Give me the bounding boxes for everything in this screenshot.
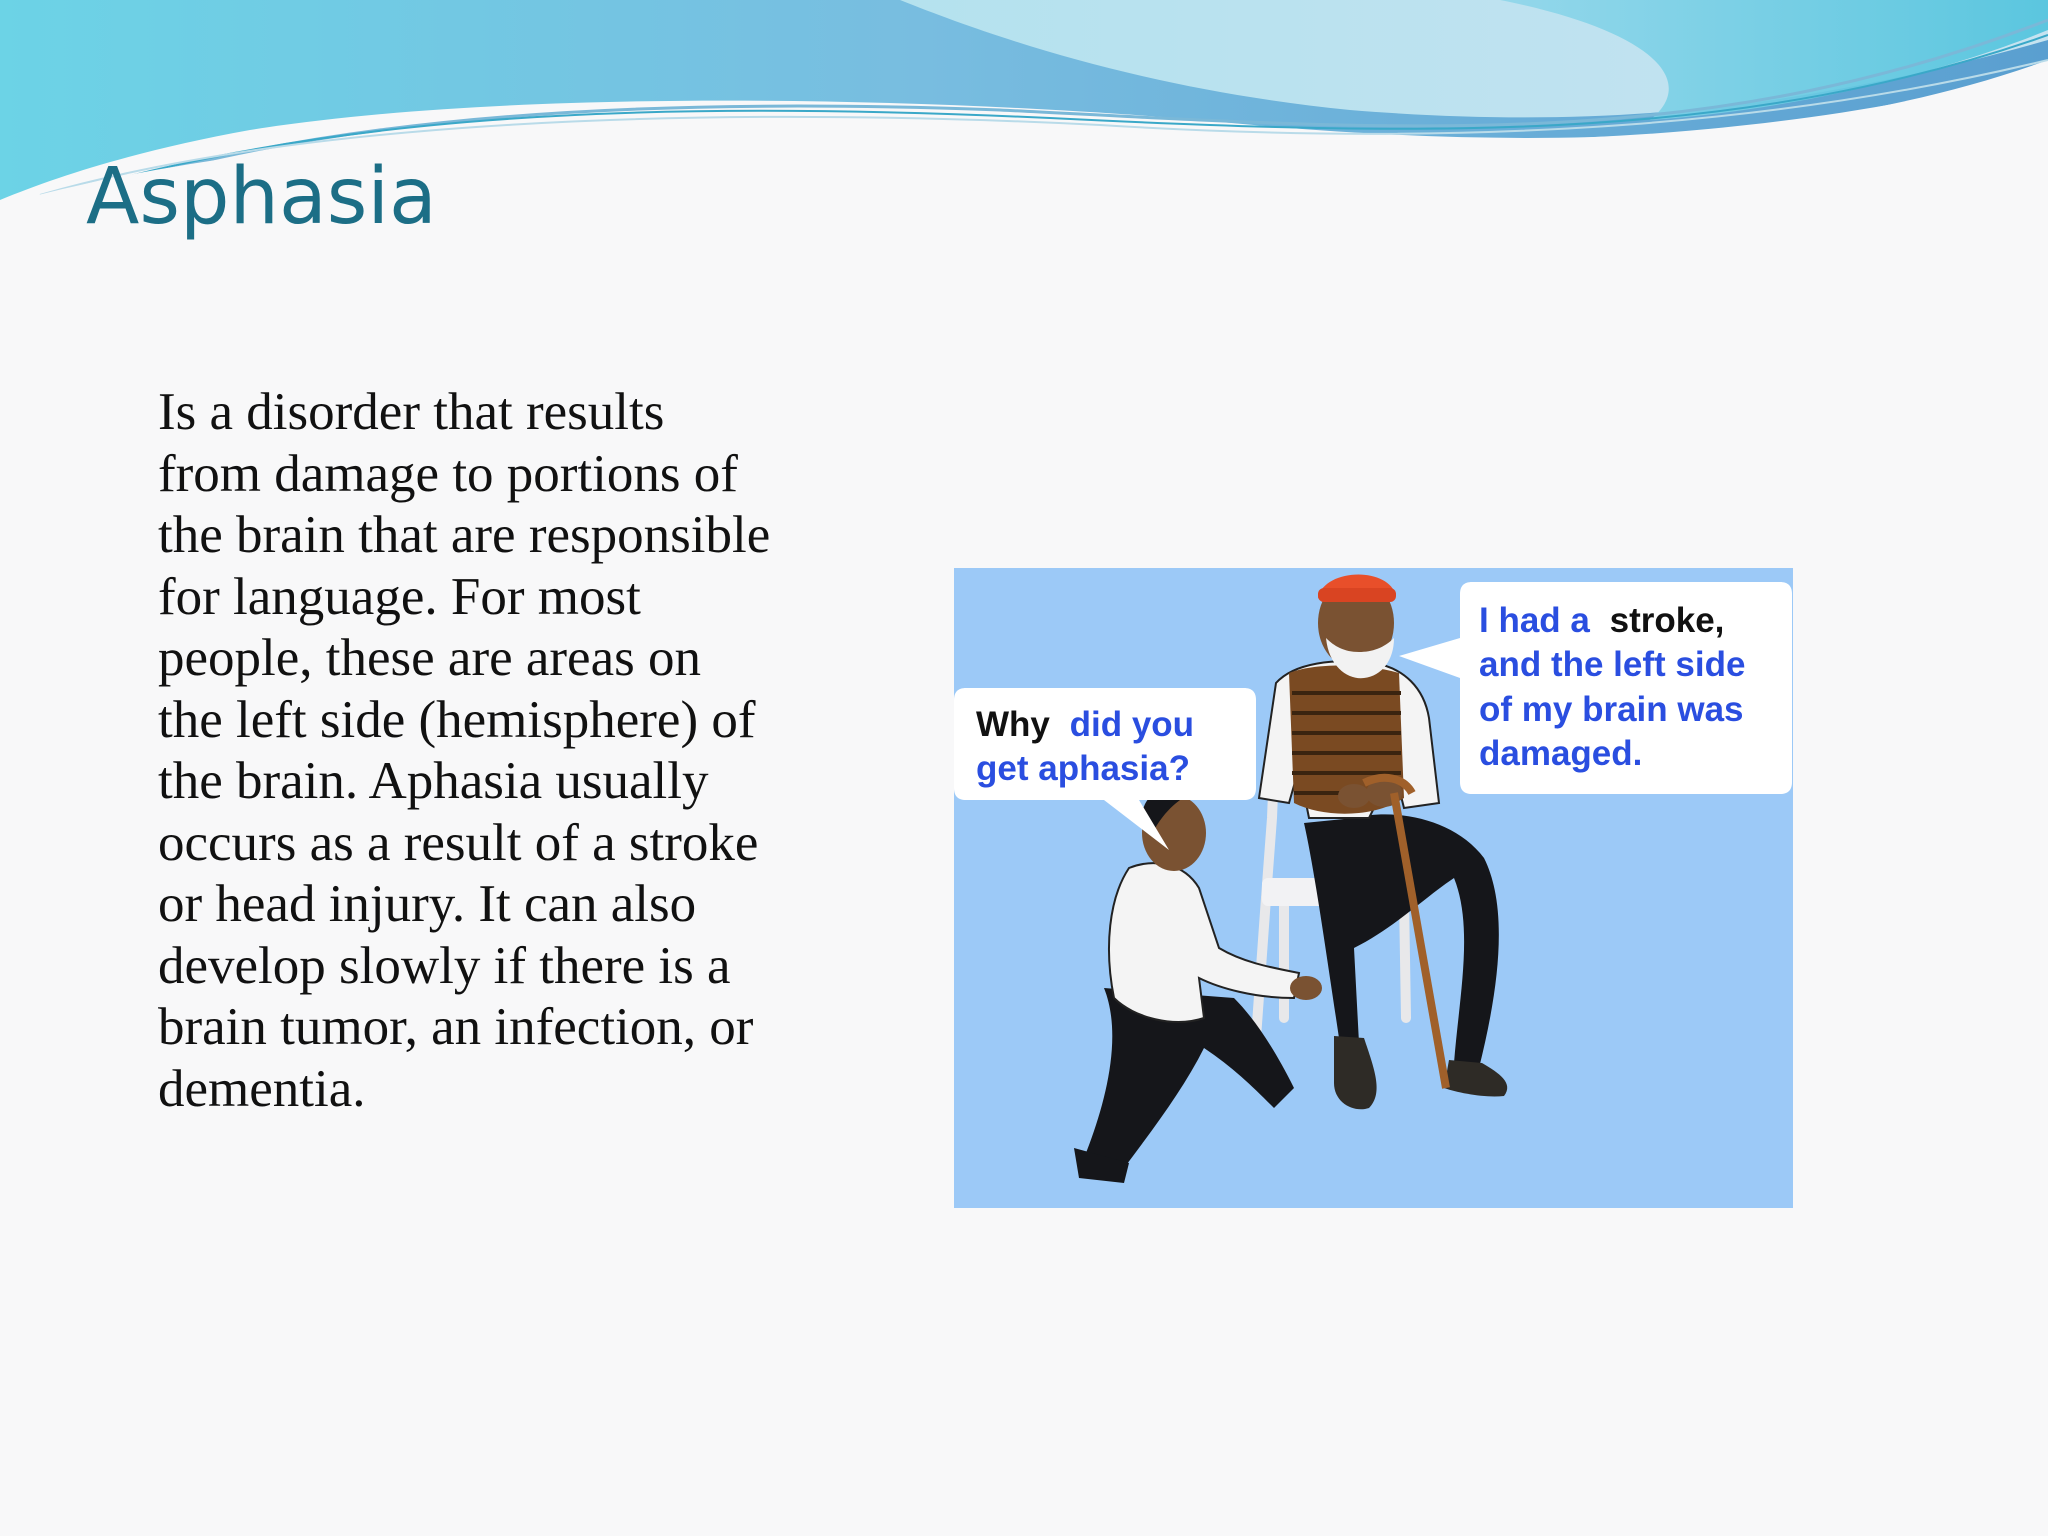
right-bubble-line1-blue: I had a (1479, 601, 1590, 640)
left-bubble-line2: get aphasia? (976, 749, 1190, 788)
right-bubble-line4: damaged. (1479, 734, 1643, 773)
right-bubble-line3: of my brain was (1479, 690, 1744, 729)
slide-body-text: Is a disorder that results from damage to portions of the brain that are responsible for language. For most people, these are areas on the left side (hemisphere) of the brain. Aphasia usually occurs as a result of a stroke or head injury. It can also develop slowly if there is a brain tumor, an infection, or dementia. (158, 383, 771, 1118)
slide-title: Asphasia (86, 152, 437, 242)
right-bubble-line2: and the left side (1479, 645, 1746, 684)
aphasia-illustration (954, 568, 1793, 1208)
svg-text:Why did you (976, 705, 1194, 744)
left-bubble-line1-blue: did you (1069, 705, 1195, 744)
left-bubble-line1-black: Why (976, 705, 1050, 744)
right-bubble-line1-black: stroke, (1609, 601, 1725, 640)
